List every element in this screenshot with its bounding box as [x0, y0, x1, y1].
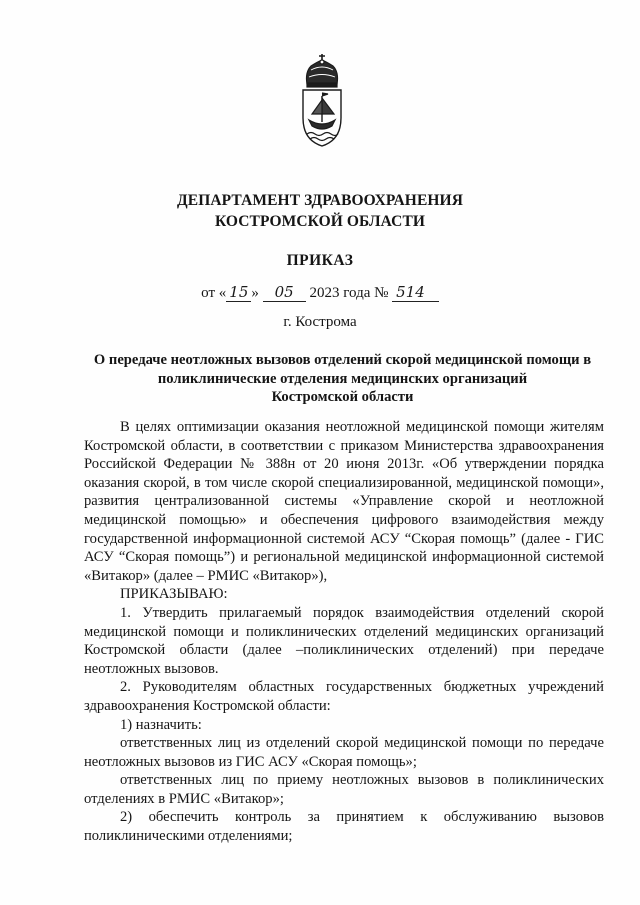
document-type: ПРИКАЗ: [286, 252, 354, 269]
coat-of-arms-icon: [297, 50, 347, 150]
date-month: 05: [263, 284, 306, 302]
date-day: 15: [226, 284, 251, 302]
item-2: 2. Руководителям областных государственных бюджетных учреждений здравоохранения Костромской области:: [84, 679, 604, 714]
item-2-2: 2) обеспечить контроль за принятием к обслуживанию вызовов поликлиническими отделениями;: [84, 809, 604, 845]
date-line: [0, 284, 640, 302]
order-word: ПРИКАЗЫВАЮ:: [120, 586, 228, 603]
date-prefix: от «: [201, 285, 227, 301]
item-2-1-a: ответственных лиц из отделений скорой медицинской помощи по передаче неотложных вызовов из ГИС АСУ «Скорая помощь»;: [84, 735, 604, 770]
date-mid: »: [251, 285, 259, 301]
department-name: [0, 190, 640, 232]
item-2-1: 1) назначить:: [120, 716, 202, 733]
item-1: 1. Утвердить прилагаемый порядок взаимодействия отделений скорой медицинской помощи и поликлинических отделений медицинских организаций Костромской области (далее –поликлинических отделений) при передаче неотложных вызовов.: [84, 604, 604, 677]
department-line-1: ДЕПАРТАМЕНТ ЗДРАВООХРАНЕНИЯ: [177, 192, 463, 209]
document-number: 514: [392, 284, 439, 302]
intro-paragraph: В целях оптимизации оказания неотложной медицинской помощи жителям Костромской области, в соответствии с приказом Министерства здравоохранения Российской Федерации № 388н от 20 июня 2013г. «Об утверждении порядка оказания скорой, в том числе скорой специализированной, медицинской помощи», развития централизованной системы «Управление скорой и неотложной медицинской помощью» и обеспечения цифрового взаимодействия между государственной информационной системой АСУ “Скорая помощь” (далее - ГИС АСУ “Скорая помощь”) и региональной медицинской информационной системой «Витакор» (далее – РМИС «Витакор»),: [84, 419, 604, 584]
department-line-2: КОСТРОМСКОЙ ОБЛАСТИ: [214, 213, 426, 230]
subject-line-2: поликлинические отделения медицинских организаций: [157, 370, 528, 387]
date-year: 2023 года №: [309, 285, 389, 301]
document-body: [84, 418, 604, 846]
city: г. Кострома: [283, 314, 357, 330]
item-2-1-b: ответственных лиц по приему неотложных вызовов в поликлинических отделениях в РМИС «Витакор»;: [84, 772, 604, 807]
subject-line-3: Костромской области: [271, 389, 414, 405]
subject-line-1: О передаче неотложных вызовов отделений скорой медицинской помощи в: [93, 352, 592, 368]
document-subject: [70, 351, 615, 407]
